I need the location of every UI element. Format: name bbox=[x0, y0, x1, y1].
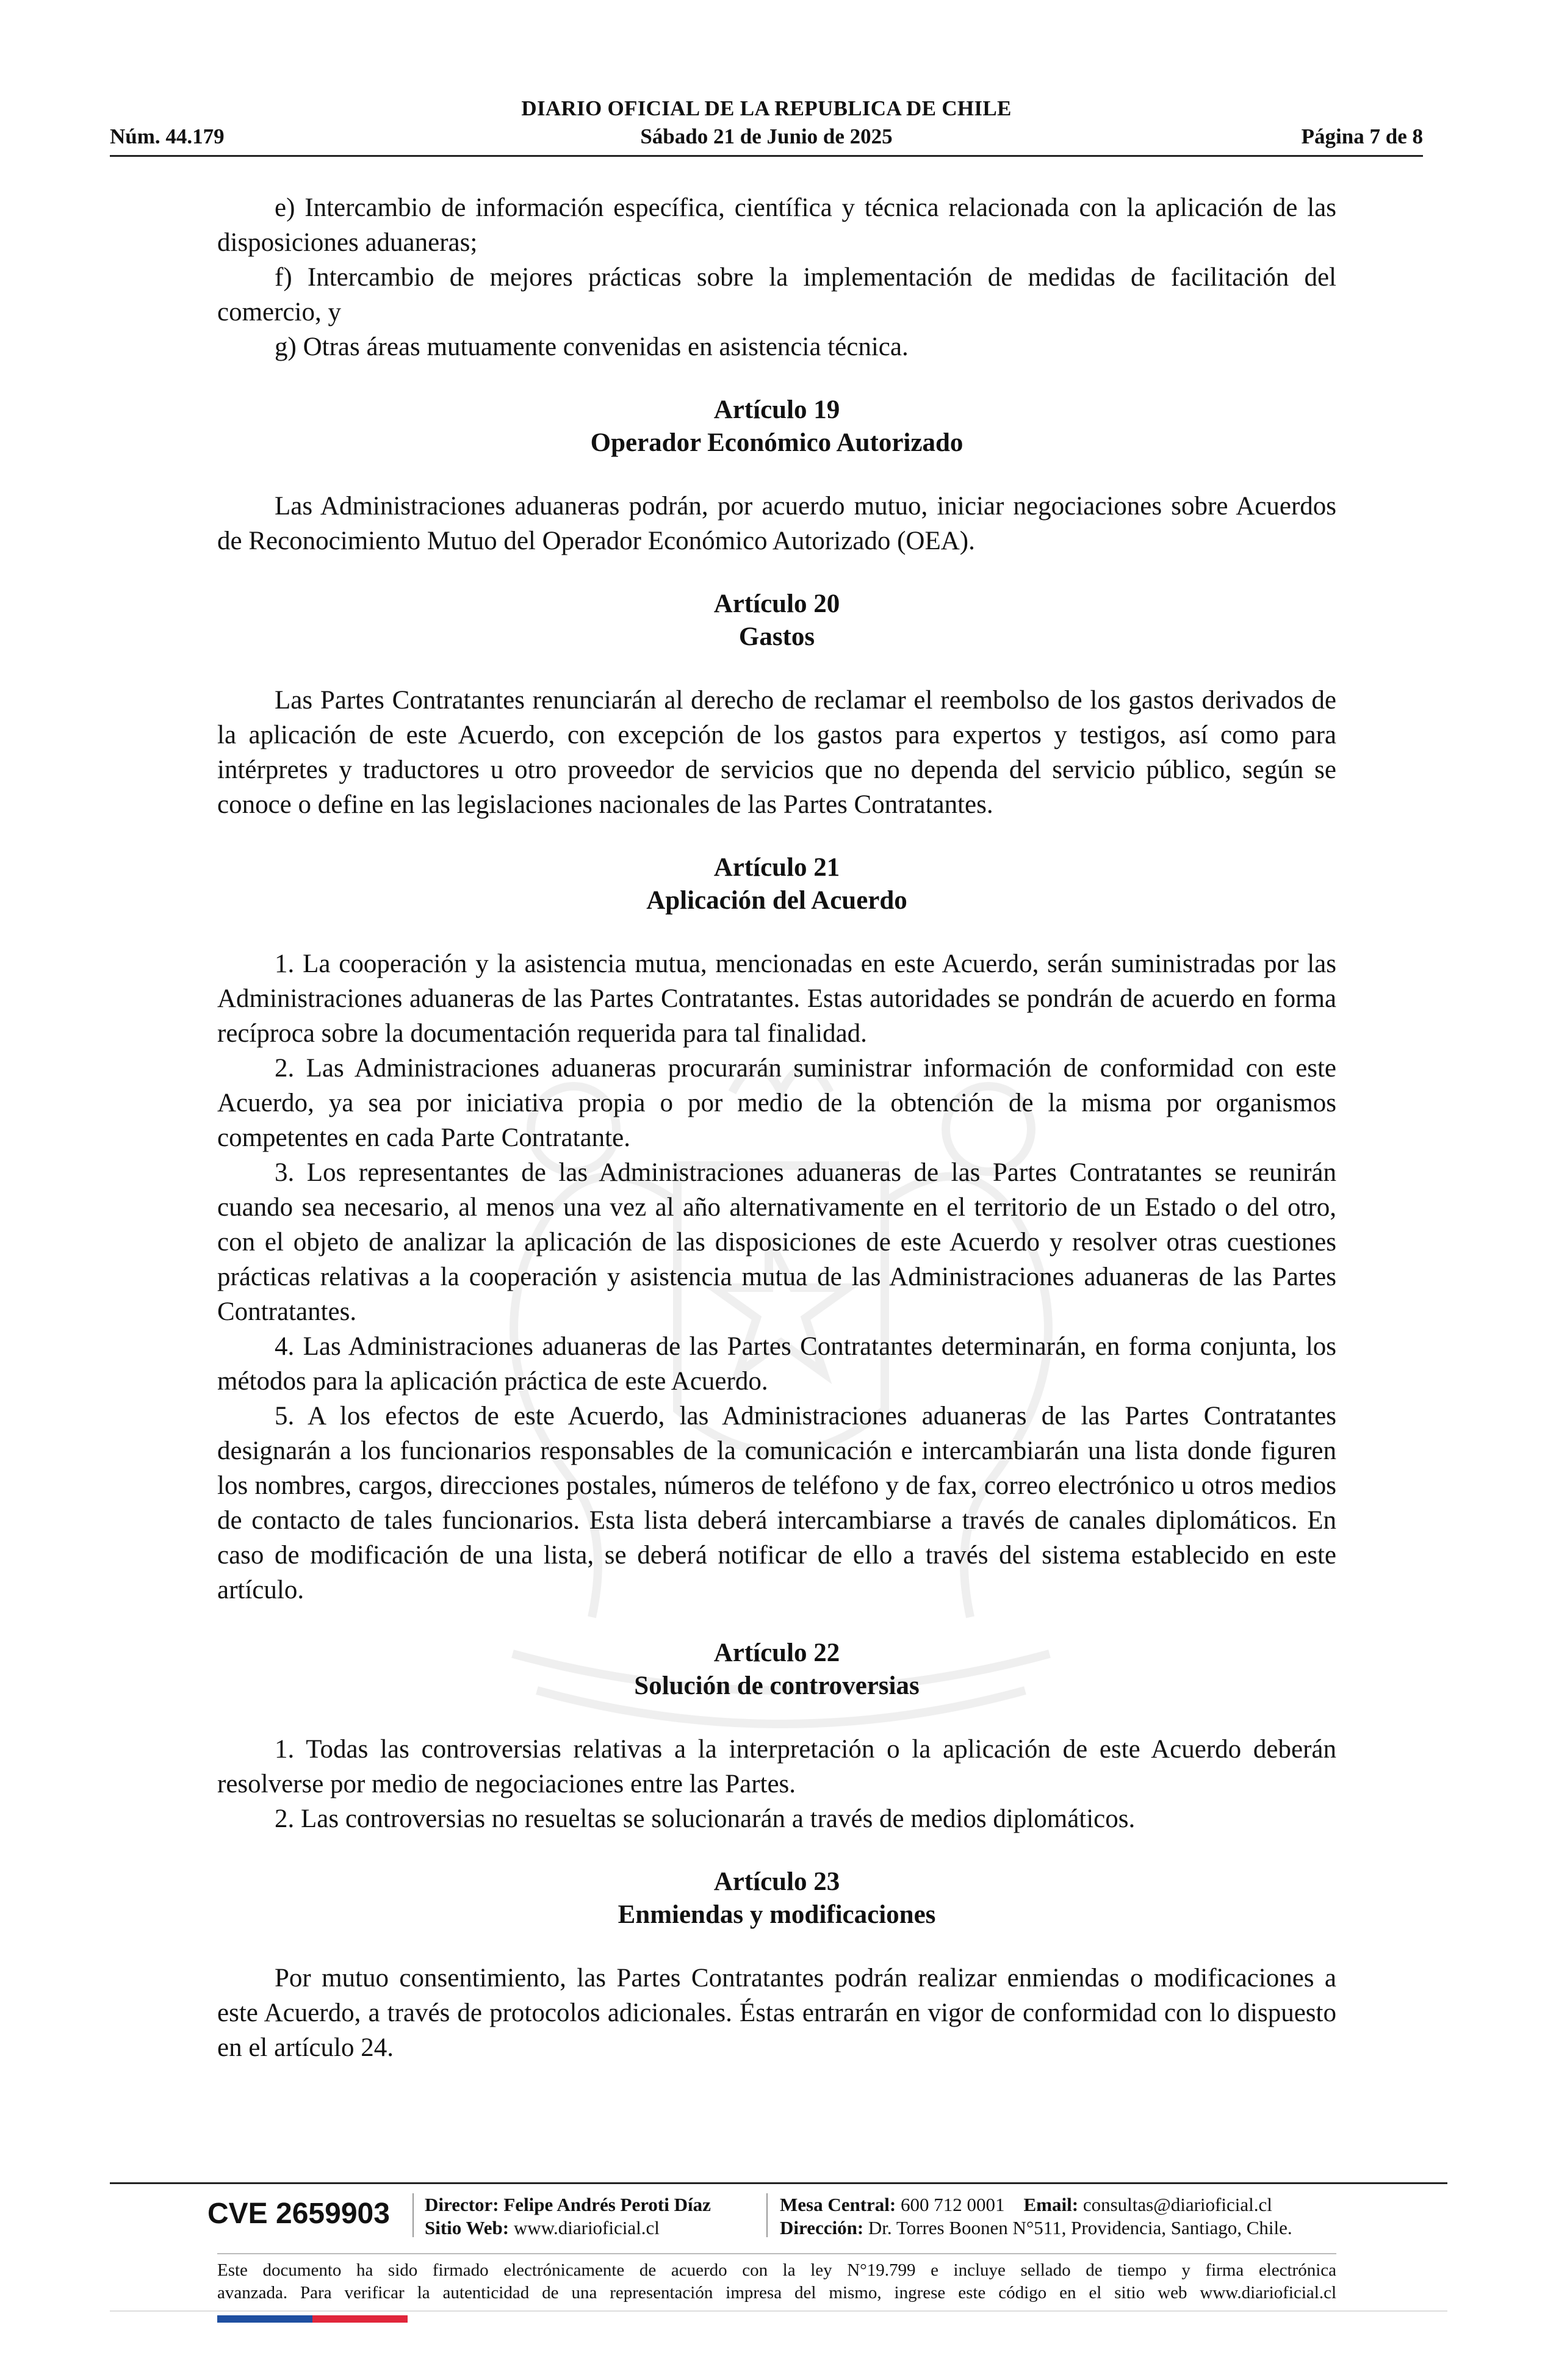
article-paragraph: Las Partes Contratantes renunciarán al derecho de reclamar el reembolso de los gastos derivados de la aplicación de este Acuerdo, con excepción de los gastos para expertos y testigos, así como para intérpretes y traductores u otro proveedor de servicios que no dependa del servicio público, según se conoce o define en las legislaciones nacionales de las Partes Contratantes. bbox=[217, 686, 1336, 819]
chile-flag-stripe-icon bbox=[217, 2315, 408, 2323]
article-paragraph: 3. Los representantes de las Administraciones aduaneras de las Partes Contratantes se reunirán cuando sea necesario, al menos una vez al año alternativamente en el territorio de un Estado o del otro, con el objeto de analizar la aplicación de las disposiciones de este Acuerdo y resolver otras cuestiones prácticas relativas a la cooperación y asistencia mutua de las Administraciones aduaneras de las Partes Contratantes. bbox=[217, 1158, 1336, 1326]
article-number: Artículo 23 bbox=[713, 1867, 840, 1896]
footer-divider bbox=[110, 2182, 1447, 2184]
mesa-label: Mesa Central: bbox=[780, 2194, 896, 2215]
address-label: Dirección: bbox=[780, 2217, 864, 2238]
email-label: Email: bbox=[1023, 2194, 1079, 2215]
article-title: Enmiendas y modificaciones bbox=[618, 1900, 936, 1929]
article-23 bbox=[217, 1866, 1336, 2065]
article-number: Artículo 22 bbox=[713, 1639, 840, 1667]
email-link[interactable]: consultas@diarioficial.cl bbox=[1082, 2194, 1272, 2215]
article-number: Artículo 20 bbox=[713, 590, 840, 618]
footer-bottom-divider bbox=[110, 2310, 1447, 2312]
flag-red-segment bbox=[312, 2315, 408, 2323]
list-item: f) Intercambio de mejores prácticas sobre la implementación de medidas de facilitación del comercio, y bbox=[217, 263, 1336, 326]
page-number: Página 7 de 8 bbox=[1301, 124, 1423, 148]
article-number: Artículo 21 bbox=[713, 853, 840, 882]
page-header bbox=[110, 93, 1423, 160]
director-name: Felipe Andrés Peroti Díaz bbox=[503, 2194, 711, 2215]
signature-note-line: Este documento ha sido firmado electrónicamente de acuerdo con la ley N°19.799 e incluye sellado de tiempo y firma electrónica bbox=[217, 2260, 1336, 2280]
article-paragraph: Las Administraciones aduaneras podrán, por acuerdo mutuo, iniciar negociaciones sobre Acuerdos de Reconocimiento Mutuo del Operador Económico Autorizado (OEA). bbox=[217, 492, 1336, 555]
cve-code: CVE 2659903 bbox=[207, 2198, 390, 2230]
director-label: Director: bbox=[425, 2194, 499, 2215]
footer-director-block bbox=[425, 2193, 711, 2240]
article-number: Artículo 19 bbox=[713, 395, 840, 424]
article-title: Operador Económico Autorizado bbox=[590, 428, 963, 457]
article-paragraph: 4. Las Administraciones aduaneras de las Partes Contratantes determinarán, en forma conjunta, los métodos para la aplicación práctica de este Acuerdo. bbox=[217, 1332, 1336, 1396]
address-value: Dr. Torres Boonen N°511, Providencia, Santiago, Chile. bbox=[868, 2217, 1292, 2238]
article-paragraph: 1. Todas las controversias relativas a la interpretación o la aplicación de este Acuerdo deberán resolverse por medio de negociaciones entre las Partes. bbox=[217, 1735, 1336, 1798]
article-19 bbox=[217, 394, 1336, 558]
footer-note-divider bbox=[217, 2253, 1336, 2254]
newspaper-title: DIARIO OFICIAL DE LA REPUBLICA DE CHILE bbox=[521, 96, 1012, 120]
article-22 bbox=[217, 1637, 1336, 1836]
article-paragraph: 2. Las controversias no resueltas se solucionarán a través de medios diplomáticos. bbox=[275, 1805, 1136, 1833]
footer-separator bbox=[766, 2193, 768, 2237]
mesa-phone: 600 712 0001 bbox=[901, 2194, 1005, 2215]
article-title: Solución de controversias bbox=[634, 1671, 920, 1700]
article-21 bbox=[217, 851, 1336, 1607]
website-label: Sitio Web: bbox=[425, 2217, 510, 2238]
article-title: Gastos bbox=[738, 622, 815, 651]
website-link[interactable]: www.diarioficial.cl bbox=[513, 2217, 660, 2238]
list-item: e) Intercambio de información específica, científica y técnica relacionada con la aplicación de las disposiciones aduaneras; bbox=[217, 193, 1336, 257]
header-divider bbox=[110, 155, 1423, 157]
article-20 bbox=[217, 588, 1336, 822]
flag-blue-segment bbox=[217, 2315, 312, 2323]
list-item: g) Otras áreas mutuamente convenidas en asistencia técnica. bbox=[275, 333, 909, 361]
issue-number: Núm. 44.179 bbox=[110, 124, 225, 148]
signature-note bbox=[217, 2259, 1336, 2304]
issue-date: Sábado 21 de Junio de 2025 bbox=[640, 124, 893, 148]
footer-separator bbox=[412, 2193, 414, 2237]
article-title: Aplicación del Acuerdo bbox=[646, 886, 907, 915]
article-paragraph: 2. Las Administraciones aduaneras procurarán suministrar información de conformidad con este Acuerdo, ya sea por iniciativa propia o por medio de la obtención de la misma por organismos competentes en cada Parte Contratante. bbox=[217, 1054, 1336, 1152]
article-paragraph: Por mutuo consentimiento, las Partes Contratantes podrán realizar enmiendas o modificaciones a este Acuerdo, a través de protocolos adicionales. Éstas entrarán en vigor de conformidad con lo dispuesto en el artículo 24. bbox=[217, 1964, 1336, 2062]
document-body bbox=[217, 190, 1336, 2065]
article-paragraph: 1. La cooperación y la asistencia mutua, mencionadas en este Acuerdo, serán suministradas por las Administraciones aduaneras de las Partes Contratantes. Estas autoridades se pondrán de acuerdo en forma recíproca sobre la documentación requerida para tal finalidad. bbox=[217, 950, 1336, 1048]
header-info-row bbox=[110, 123, 1423, 150]
article-paragraph: 5. A los efectos de este Acuerdo, las Administraciones aduaneras de las Partes Contratantes designarán a los funcionarios responsables de la comunicación e intercambiarán una lista donde figuren los nombres, cargos, direcciones postales, números de teléfono y de fax, correo electrónico u otros medios de contacto de tales funcionarios. Esta lista deberá intercambiarse a través de canales diplomáticos. En caso de modificación de una lista, se deberá notificar de ello a través del sistema establecido en este artículo. bbox=[217, 1402, 1336, 1604]
signature-note-line: avanzada. Para verificar la autenticidad de una representación impresa del mismo, ingrese este código en el sitio web www.diarioficial.cl bbox=[217, 2283, 1336, 2302]
footer-contact-block bbox=[780, 2193, 1292, 2240]
